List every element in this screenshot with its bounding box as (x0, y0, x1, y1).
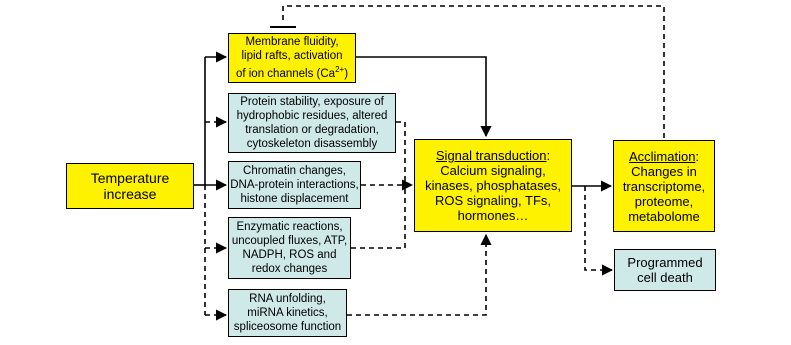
node-membrane-line: lipid rafts, activation (241, 50, 343, 63)
node-membrane-fluidity (228, 33, 356, 83)
edge-signal-to-death (585, 186, 612, 270)
node-signal-line: kinases, phosphatases, (425, 178, 561, 193)
node-acclimation-line: proteome, (634, 193, 694, 209)
calcium-charge: 2+ (335, 65, 345, 75)
node-membrane-closing: ) (344, 67, 349, 80)
node-protein-line: hydrophobic residues, altered (236, 110, 388, 122)
node-enzymatic-line: redox changes (251, 263, 328, 275)
node-rna-unfolding (228, 289, 347, 337)
node-death-line: cell death (637, 270, 693, 285)
node-signal-heading-line (436, 148, 550, 163)
node-acclimation-line: metabolome (628, 208, 700, 224)
node-membrane-line: of ion channels (Ca (235, 67, 336, 80)
node-acclimation-line: Changes in (631, 163, 697, 179)
node-rna-line: RNA unfolding, (249, 293, 326, 305)
node-chromatin-line: histone displacement (240, 193, 349, 205)
node-signal-line: hormones… (457, 208, 529, 223)
node-acclimation-line: transcriptome, (622, 178, 706, 194)
node-chromatin-line: Chromatin changes, (243, 165, 346, 177)
node-enzymatic-line: NADPH, ROS and (242, 249, 337, 261)
edge-protein-to-signal (396, 122, 405, 185)
node-enzymatic-line: uncoupled fluxes, ATP, (231, 235, 348, 247)
node-protein-stability (228, 93, 396, 153)
node-temperature-increase (66, 163, 194, 209)
node-temperature-line: increase (103, 186, 157, 202)
node-chromatin-changes (228, 161, 361, 209)
node-protein-line: cytoskeleton disassembly (246, 138, 378, 150)
node-signal-line: Calcium signaling, (440, 163, 546, 178)
edge-rna-to-signal (347, 235, 486, 315)
node-signal-line: ROS signaling, TFs, (434, 193, 552, 208)
node-acclimation (613, 140, 715, 232)
node-signal-heading-colon: : (546, 148, 551, 163)
node-protein-line: Protein stability, exposure of (240, 96, 384, 108)
node-temperature-line: Temperature (90, 170, 170, 186)
node-programmed-cell-death (614, 249, 716, 291)
node-acclimation-heading-colon: : (695, 148, 700, 164)
node-signal-transduction (414, 139, 572, 232)
node-acclimation-heading-line (629, 149, 699, 164)
node-protein-line: translation or degradation, (245, 124, 379, 136)
node-enzymatic-line: Enzymatic reactions, (236, 221, 343, 233)
node-membrane-line-ion (236, 63, 348, 81)
node-death-line: Programmed (627, 255, 703, 270)
node-chromatin-line: DNA-protein interactions, (230, 179, 359, 191)
node-acclimation-heading: Acclimation (628, 148, 696, 164)
node-enzymatic-reactions (228, 217, 351, 279)
node-signal-heading: Signal transduction (435, 148, 547, 163)
node-rna-line: miRNA kinetics, (247, 307, 328, 319)
node-rna-line: spliceosome function (233, 321, 342, 333)
node-membrane-line: Membrane fluidity, (245, 36, 339, 49)
